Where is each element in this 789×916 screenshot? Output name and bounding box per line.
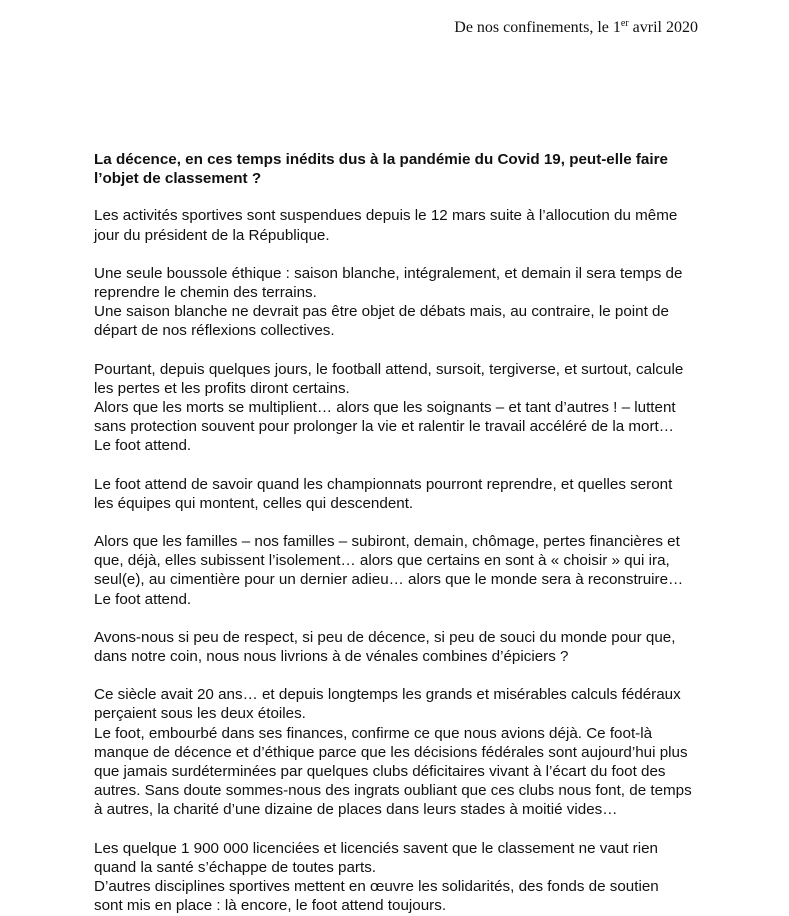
paragraph-championnats — [94, 475, 706, 513]
paragraph-line: autres. Sans doute sommes-nous des ingrats oubliant que ces clubs nous font, de temps — [94, 782, 692, 800]
paragraph-line: manque de décence et d’éthique parce que les décisions fédérales sont aujourd’hui plus — [94, 743, 688, 761]
paragraph-line: D’autres disciplines sportives mettent en œuvre les solidarités, des fonds de soutien — [94, 878, 659, 896]
paragraph-saison-blanche — [94, 264, 706, 341]
paragraph-line: Alors que les morts se multiplient… alors que les soignants – et tant d’autres ! – luttent — [94, 399, 676, 417]
paragraph-line: sans protection souvent pour prolonger la vie et ralentir le travail accéléré de la mort… — [94, 418, 674, 436]
paragraph-line: Une saison blanche ne devrait pas être objet de débats mais, au contraire, le point de — [94, 303, 669, 321]
paragraph-line: Les activités sportives sont suspendues depuis le 12 mars suite à l’allocution du même — [94, 207, 678, 225]
paragraph-line: Le foot, embourbé dans ses finances, confirme ce que nous avions déjà. Ce foot-là — [94, 724, 653, 742]
date-superscript: er — [620, 18, 629, 29]
letter-heading — [94, 150, 706, 188]
paragraph-line: perçaient sous les deux étoiles. — [94, 705, 306, 723]
paragraph-line: seul(e), au cimentière pour un dernier adieu… alors que le monde sera à reconstruire… — [94, 571, 684, 589]
paragraph-line: Pourtant, depuis quelques jours, le football attend, sursoit, tergiverse, et surtout, calcule — [94, 360, 684, 378]
paragraph-line: jour du président de la République. — [94, 226, 330, 244]
letter-body — [94, 150, 706, 916]
paragraph-line: que jamais surdéterminées par quelques clubs déficitaires vivant à l’écart du foot des — [94, 763, 666, 781]
paragraph-familles — [94, 532, 706, 609]
date-suffix: avril 2020 — [628, 19, 698, 36]
paragraph-football-attend — [94, 360, 706, 456]
paragraph-line: quand la santé s’échappe de toutes parts. — [94, 858, 377, 876]
paragraph-line: Le foot attend de savoir quand les championnats pourront reprendre, et quelles seront — [94, 475, 673, 493]
paragraph-line: dans notre coin, nous nous livrions à de vénales combines d’épiciers ? — [94, 648, 569, 666]
paragraph-line: Les quelque 1 900 000 licenciées et licenciés savent que le classement ne vaut rien — [94, 839, 658, 857]
paragraph-line: que, déjà, elles subissent l’isolement… alors que certains en sont à « choisir » qui ira, — [94, 552, 670, 570]
paragraph-line: sont mis en place : là encore, le foot attend toujours. — [94, 897, 447, 915]
paragraph-line: les équipes qui montent, celles qui descendent. — [94, 494, 414, 512]
paragraph-line: Le foot attend. — [94, 437, 192, 455]
heading-line: La décence, en ces temps inédits dus à la pandémie du Covid 19, peut-elle faire — [94, 151, 668, 168]
paragraph-line: départ de nos réflexions collectives. — [94, 322, 335, 340]
heading-line: l’objet de classement ? — [94, 170, 262, 188]
paragraph-line: à autres, la charité d’une dizaine de places dans leurs stades à moitié vides… — [94, 801, 618, 819]
paragraph-line: reprendre le chemin des terrains. — [94, 284, 317, 302]
paragraph-siecle — [94, 685, 706, 819]
paragraph-line: Ce siècle avait 20 ans… et depuis longtemps les grands et misérables calculs fédéraux — [94, 686, 681, 704]
paragraph-line: les pertes et les profits diront certains. — [94, 379, 350, 397]
paragraph-suspension — [94, 206, 706, 244]
date-prefix: De nos confinements, le 1 — [454, 19, 621, 36]
paragraph-line: Avons-nous si peu de respect, si peu de décence, si peu de souci du monde pour que, — [94, 628, 676, 646]
paragraph-line: Alors que les familles – nos familles – subiront, demain, chômage, pertes financières et — [94, 533, 680, 551]
date-line — [454, 18, 698, 38]
paragraph-licencies — [94, 839, 706, 916]
paragraph-line: Le foot attend. — [94, 590, 192, 608]
paragraph-line: Une seule boussole éthique : saison blanche, intégralement, et demain il sera temps de — [94, 264, 683, 282]
paragraph-respect — [94, 628, 706, 666]
